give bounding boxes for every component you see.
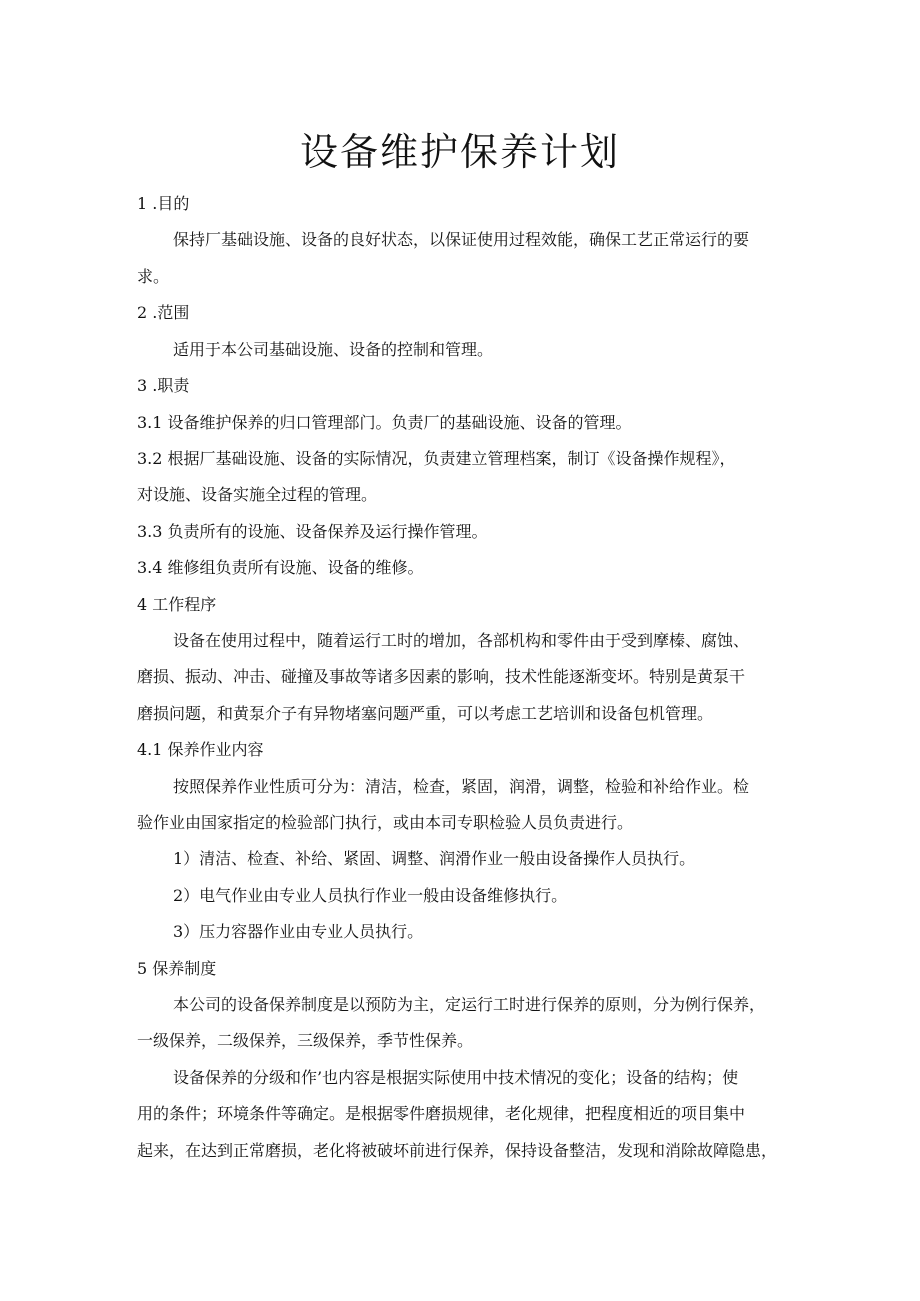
paragraph-line: 3.4 维修组负责所有设施、设备的维修。	[137, 558, 424, 577]
paragraph-line: 3 .职责	[137, 376, 190, 395]
paragraph-line: 一级保养，二级保养，三级保养，季节性保养。	[137, 1031, 474, 1050]
paragraph-line: 验作业由国家指定的检验部门执行，或由本司专职检验人员负责进行。	[137, 813, 634, 832]
paragraph-line: 1 .目的	[137, 194, 190, 213]
document-title: 设备维护保养计划	[299, 130, 620, 174]
paragraph-line: 4.1 保养作业内容	[137, 740, 264, 759]
paragraph-line: 4 工作程序	[137, 595, 217, 614]
paragraph-line: 磨损问题，和黄泵介子有异物堵塞问题严重，可以考虑工艺培训和设备包机管理。	[137, 704, 714, 723]
paragraph-line: 设备保养的分级和作’也内容是根据实际使用中技术情况的变化；设备的结构；使	[173, 1068, 739, 1087]
paragraph-line: 对设施、设备实施全过程的管理。	[137, 485, 378, 504]
paragraph-line: 保持厂基础设施、设备的良好状态，以保证使用过程效能，确保工艺正常运行的要	[173, 230, 750, 249]
paragraph-line: 5 保养制度	[137, 959, 217, 978]
paragraph-line: 1）清洁、检查、补给、紧固、调整、润滑作业一般由设备操作人员执行。	[173, 849, 696, 868]
paragraph-line: 3.3 负责所有的设施、设备保养及运行操作管理。	[137, 522, 488, 541]
paragraph-line: 本公司的设备保养制度是以预防为主，定运行工时进行保养的原则，分为例行保养，	[173, 995, 766, 1014]
paragraph-line: 适用于本公司基础设施、设备的控制和管理。	[173, 340, 494, 359]
paragraph-line: 按照保养作业性质可分为：清洁，检查，紧固，润滑，调整，检验和补给作业。检	[173, 777, 750, 796]
paragraph-line: 3）压力容器作业由专业人员执行。	[173, 922, 424, 941]
paragraph-line: 2 .范围	[137, 303, 190, 322]
paragraph-line: 2）电气作业由专业人员执行作业一般由设备维修执行。	[173, 886, 568, 905]
paragraph-line: 磨损、振动、冲击、碰撞及事故等诸多因素的影响，技术性能逐渐变坏。特别是黄泵干	[137, 667, 746, 686]
paragraph-line: 起来，在达到正常磨损，老化将被破坏前进行保养，保持设备整洁，发现和消除故障隐患，	[137, 1141, 778, 1160]
paragraph-line: 设备在使用过程中，随着运行工时的增加，各部机构和零件由于受到摩榛、腐蚀、	[173, 631, 750, 650]
paragraph-line: 3.1 设备维护保养的归口管理部门。负责厂的基础设施、设备的管理。	[137, 413, 632, 432]
paragraph-line: 求。	[137, 267, 170, 286]
paragraph-line: 3.2 根据厂基础设施、设备的实际情况，负责建立管理档案，制订《设备操作规程》，	[137, 449, 736, 468]
paragraph-line: 用的条件；环境条件等确定。是根据零件磨损规律，老化规律，把程度相近的项目集中	[137, 1104, 746, 1123]
